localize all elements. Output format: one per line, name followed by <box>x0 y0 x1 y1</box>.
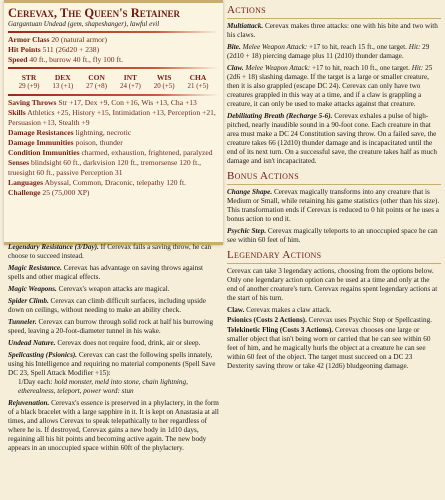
traits-list <box>8 243 221 456</box>
ability-wis: WIS 20 (+5) <box>153 73 175 90</box>
divider <box>8 67 219 69</box>
hit-points: Hit Points 511 (26d20 + 238) <box>8 45 100 54</box>
actions-heading: Actions <box>227 4 441 19</box>
armor-class: Armor Class 20 (natural armor) <box>8 35 107 44</box>
speed: Speed 40 ft., burrow 40 ft., fly 100 ft. <box>8 55 123 64</box>
trait-undead-nature: Undead Nature. Cerevax does not require food, drink, air or sleep. <box>8 339 201 347</box>
languages: Languages Abyssal, Common, Draconic, telepathy 120 ft. <box>8 178 187 187</box>
trait-tunneler: Tunneler. Cerevax can burrow through solid rock at half his burrowing speed, leaving a 20-foot-diameter tunnel in his wake. <box>8 318 214 335</box>
legendary-telekinetic-fling: Telekinetic Fling (Costs 3 Actions). Cerevax chooses one large or smaller object that isn't being worn or carried that he can see within 60 feet of him, and he magically hurls the object at a creature he can see within 60 feet of the object. The target must succeed on a DC 23 Dexterity saving throw or take 42 (12d6) bludgeoning damage. <box>227 326 431 370</box>
trait-spellcasting: Spellcasting (Psionics). Cerevax can cast the following spells innately, using his Intelligence and requiring no material components (Spell Save DC 23, Spell Attack Modifier +15): 1/Day each: hold monster, meld into stone, chain lightning, etherealness, teleport, power word: stun <box>8 351 221 396</box>
bonus-psychic-step: Psychic Step. Cerevax magically teleports to an unoccupied space he can see within 60 feet of him. <box>227 227 438 244</box>
ability-str: STR 29 (+9) <box>18 73 40 90</box>
action-debilitating-breath: Debilitating Breath (Recharge 5-6). Cerevax exhales a pulse of high-pitched, nearly inaudible sound in a 90-foot cone. Each creature in that area must make a DC 24 Constitution saving throw. On a failed save, the creature takes 66 (12d10) thunder damage and is incapacitated until the end of its next turn. On a successful save, the creature takes half as much damage and isn't incapacitated. <box>227 112 437 165</box>
stat-sheet <box>4 0 223 245</box>
bonus-actions-heading: Bonus Actions <box>227 170 441 185</box>
divider <box>8 94 219 96</box>
monster-type: Gargantuan Undead (gem, shapeshanger), lawful evil <box>8 20 160 28</box>
condition-immunities: Condition Immunities charmed, exhaustion, frightened, paralyzed <box>8 148 213 157</box>
divider <box>8 31 219 33</box>
saving-throws: Saving Throws Str +17, Dex +9, Con +16, Wis +13, Cha +13 <box>8 98 197 107</box>
damage-immunities: Damage Immunities poison, thunder <box>8 138 123 147</box>
trait-legendary-resistance: Legendary Resistance (3/Day). If Cerevax fails a saving throw, he can choose to succeed instead. <box>8 243 212 260</box>
action-multiattack: Multiattack. Cerevax makes three attacks: one with his bite and two with his claws. <box>227 22 438 39</box>
monster-name: Cerevax, The Queen's Retainer <box>8 6 181 20</box>
right-column <box>227 0 441 374</box>
trait-rejuvenation: Rejuvenation. Cerevax's essence is preserved in a phylactery, in the form of a black bracelet with a large sapphire in it. It is kept on Anastasia at all times, and allows Cerevax to speak telepathically to her regardless of where he is. If destroyed, Cerevax gains a new body in 1d10 days, regaining all his hit points and becoming active again. The new body appears in an unoccupied space within 60ft of the phylactery. <box>8 399 219 452</box>
legendary-actions-heading: Legendary Actions <box>227 249 441 264</box>
legendary-claw: Claw. Cerevax makes a claw attack. <box>227 306 332 314</box>
challenge: Challenge 25 (75,000 XP) <box>8 188 90 197</box>
ability-con: CON 27 (+8) <box>86 73 108 90</box>
ability-scores <box>8 73 219 91</box>
senses: Senses blindsight 60 ft., darkvision 120 ft., tremorsense 120 ft., truesight 60 ft., passive Perception 31 <box>8 158 202 177</box>
trait-spider-climb: Spider Climb. Cerevax can climb difficult surfaces, including upside down on ceilings, without needing to make an ability check. <box>8 297 206 314</box>
action-claw: Claw. Melee Weapon Attack: +17 to hit, reach 10 ft., one target. Hit: 25 (2d6 + 18) slashing damage. If the target is a large or smaller creature, then it is also grappled (escape DC 24). Cerevax can only have two creatures grappled in this way at a time, and if a claw is grappling a creature, it can only be used to make attacks against that creature. <box>227 64 433 108</box>
trait-magic-weapons: Magic Weapons. Cerevax's weapon attacks are magical. <box>8 285 170 293</box>
ability-dex: DEX 13 (+1) <box>52 73 74 90</box>
skills: Skills Athletics +25, History +15, Intimidation +13, Perception +21, Persuasion +13, Stealth +9 <box>8 108 216 127</box>
legendary-psionics: Psionics (Costs 2 Actions). Cerevax uses Psychic Step or Spellcasting. <box>227 316 433 324</box>
ability-int: INT 24 (+7) <box>119 73 141 90</box>
action-bite: Bite. Melee Weapon Attack: +17 to hit, reach 15 ft., one target. Hit: 29 (2d10 + 18) piercing damage plus 11 (2d10) thunder damage. <box>227 43 430 60</box>
damage-resistances: Damage Resistances lightning, necrotic <box>8 128 132 137</box>
spell-list: 1/Day each: hold monster, meld into stone, chain lightning, etherealness, teleport, power word: stun <box>18 378 188 395</box>
legendary-intro: Cerevax can take 3 legendary actions, choosing from the options below. Only one legendary action option can be used at a time and only at the end of another creature's turn. Cerevax regains spent legendary actions at the start of his turn. <box>227 267 438 302</box>
ability-cha: CHA 21 (+5) <box>187 73 209 90</box>
bonus-change-shape: Change Shape. Cerevax magically transforms into any creature that is Medium or Small, while retaining his game statistics (other than his size). This transformation ends if Cerevax is reduced to 0 hit points or he uses a bonus action to end it. <box>227 188 440 223</box>
trait-magic-resistance: Magic Resistance. Cerevax has advantage on saving throws against spells and other magical effects. <box>8 264 204 281</box>
